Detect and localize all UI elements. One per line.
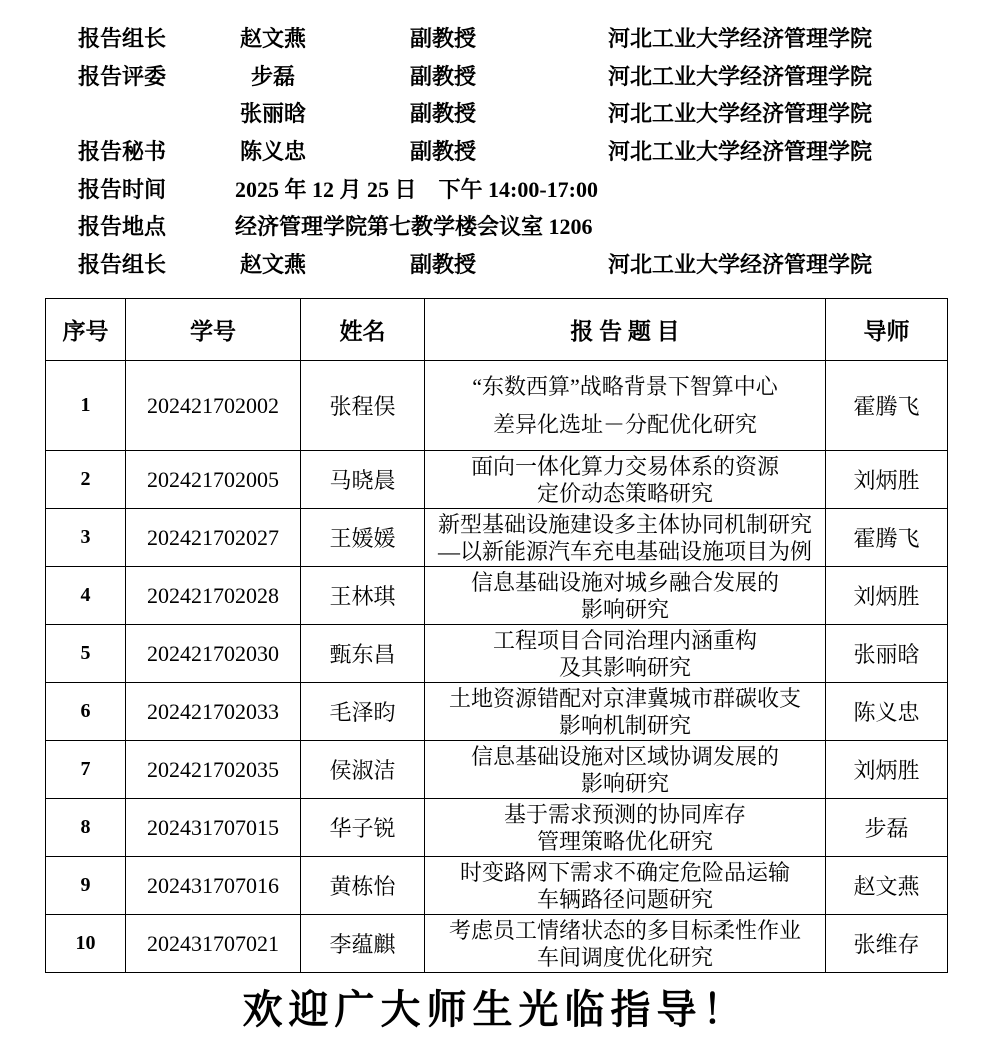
table-row	[46, 799, 948, 857]
title-line-2: 差异化选址－分配优化研究	[492, 411, 757, 437]
info-label: 报告时间	[78, 176, 167, 202]
cell-student-id: 202421702028	[126, 567, 301, 625]
welcome-banner: 欢迎广大师生光临指导！	[242, 987, 749, 1032]
cell-advisor: 刘炳胜	[826, 741, 948, 799]
table-row	[46, 567, 948, 625]
title-line-2: 及其影响研究	[558, 654, 691, 680]
cell-advisor: 步磊	[826, 799, 948, 857]
cell-name: 毛泽昀	[301, 683, 425, 741]
cell-student-id: 202421702035	[126, 741, 301, 799]
header-report-title: 报 告 题 目	[425, 299, 826, 361]
cell-student-id: 202421702030	[126, 625, 301, 683]
title-line-1: 时变路网下需求不确定危险品运输	[459, 859, 790, 885]
person-affiliation: 河北工业大学经济管理学院	[608, 139, 873, 165]
cell-name: 王媛媛	[301, 509, 425, 567]
table-header-row	[46, 299, 948, 361]
cell-student-id: 202431707015	[126, 799, 301, 857]
info-label: 报告组长	[78, 26, 167, 52]
cell-report-title	[425, 799, 826, 857]
cell-no: 5	[46, 625, 126, 683]
table-row	[46, 857, 948, 915]
cell-name: 甄东昌	[301, 625, 425, 683]
table-row	[46, 361, 948, 451]
title-line-1: 土地资源错配对京津冀城市群碳收支	[448, 685, 801, 711]
info-label: 报告秘书	[78, 139, 167, 165]
cell-student-id: 202421702002	[126, 361, 301, 451]
cell-advisor: 刘炳胜	[826, 567, 948, 625]
person-name: 赵文燕	[239, 251, 306, 277]
cell-student-id: 202421702033	[126, 683, 301, 741]
report-time-value: 2025 年 12 月 25 日 下午 14:00-17:00	[235, 176, 598, 202]
cell-no: 3	[46, 509, 126, 567]
title-line-1: 基于需求预测的协同库存	[503, 801, 746, 827]
title-line-1: 考虑员工情绪状态的多目标柔性作业	[448, 917, 801, 943]
cell-report-title	[425, 509, 826, 567]
cell-report-title	[425, 683, 826, 741]
info-block	[0, 19, 991, 282]
table-row	[46, 915, 948, 973]
person-affiliation: 河北工业大学经济管理学院	[608, 251, 873, 277]
title-line-2: 影响研究	[580, 770, 669, 796]
cell-student-id: 202421702005	[126, 451, 301, 509]
title-line-1: 信息基础设施对城乡融合发展的	[470, 569, 779, 595]
info-row-secretary	[0, 132, 991, 170]
cell-no: 10	[46, 915, 126, 973]
person-affiliation: 河北工业大学经济管理学院	[608, 101, 873, 127]
table-row	[46, 625, 948, 683]
title-line-2: 车间调度优化研究	[536, 944, 713, 970]
table-row	[46, 683, 948, 741]
person-affiliation: 河北工业大学经济管理学院	[608, 26, 873, 52]
cell-report-title	[425, 451, 826, 509]
person-title: 副教授	[410, 139, 477, 165]
info-row-place	[0, 207, 991, 245]
info-label: 报告组长	[78, 251, 167, 277]
cell-report-title	[425, 915, 826, 973]
cell-no: 4	[46, 567, 126, 625]
header-name: 姓名	[301, 299, 425, 361]
cell-advisor: 张丽晗	[826, 625, 948, 683]
cell-no: 1	[46, 361, 126, 451]
header-no: 序号	[46, 299, 126, 361]
cell-report-title	[425, 857, 826, 915]
cell-report-title	[425, 741, 826, 799]
cell-no: 8	[46, 799, 126, 857]
person-title: 副教授	[410, 63, 477, 89]
person-title: 副教授	[410, 26, 477, 52]
table-row	[46, 509, 948, 567]
title-line-2: 影响研究	[580, 596, 669, 622]
cell-advisor: 陈义忠	[826, 683, 948, 741]
title-line-1: 工程项目合同治理内涵重构	[492, 627, 757, 653]
cell-student-id: 202431707021	[126, 915, 301, 973]
cell-advisor: 霍腾飞	[826, 361, 948, 451]
person-title: 副教授	[410, 101, 477, 127]
person-title: 副教授	[410, 251, 477, 277]
info-row-judge-1	[0, 57, 991, 95]
header-student-id: 学号	[126, 299, 301, 361]
cell-name: 华子锐	[301, 799, 425, 857]
report-place-value: 经济管理学院第七教学楼会议室 1206	[235, 214, 593, 240]
cell-name: 张程俣	[301, 361, 425, 451]
title-line-1: 信息基础设施对区域协调发展的	[470, 743, 779, 769]
info-label: 报告评委	[78, 63, 167, 89]
cell-name: 马晓晨	[301, 451, 425, 509]
person-name: 张丽晗	[239, 101, 306, 127]
cell-no: 2	[46, 451, 126, 509]
header-advisor: 导师	[826, 299, 948, 361]
cell-report-title	[425, 625, 826, 683]
title-line-2: 定价动态策略研究	[536, 480, 713, 506]
cell-name: 黄栋怡	[301, 857, 425, 915]
title-line-1: 面向一体化算力交易体系的资源	[470, 453, 779, 479]
cell-report-title	[425, 567, 826, 625]
info-row-leader-2	[0, 245, 991, 283]
cell-advisor: 刘炳胜	[826, 451, 948, 509]
info-row-time	[0, 169, 991, 207]
info-row-leader	[0, 19, 991, 57]
cell-advisor: 张维存	[826, 915, 948, 973]
cell-name: 侯淑洁	[301, 741, 425, 799]
cell-name: 王林琪	[301, 567, 425, 625]
title-line-1: 新型基础设施建设多主体协同机制研究	[437, 511, 812, 537]
table-row	[46, 741, 948, 799]
schedule-table	[45, 298, 948, 973]
table-row	[46, 451, 948, 509]
title-line-2: 管理策略优化研究	[536, 828, 713, 854]
person-affiliation: 河北工业大学经济管理学院	[608, 63, 873, 89]
cell-advisor: 赵文燕	[826, 857, 948, 915]
person-name: 陈义忠	[239, 139, 306, 165]
title-line-2: —以新能源汽车充电基础设施项目为例	[437, 538, 812, 564]
cell-advisor: 霍腾飞	[826, 509, 948, 567]
cell-name: 李蕴麒	[301, 915, 425, 973]
title-line-2: 影响机制研究	[558, 712, 691, 738]
cell-no: 9	[46, 857, 126, 915]
info-label: 报告地点	[78, 214, 167, 240]
cell-student-id: 202421702027	[126, 509, 301, 567]
info-row-judge-2	[0, 94, 991, 132]
person-name: 步磊	[250, 63, 295, 89]
person-name: 赵文燕	[239, 26, 306, 52]
cell-no: 6	[46, 683, 126, 741]
title-line-1: “东数西算”战略背景下智算中心	[472, 373, 778, 399]
cell-student-id: 202431707016	[126, 857, 301, 915]
cell-no: 7	[46, 741, 126, 799]
title-line-2: 车辆路径问题研究	[536, 886, 713, 912]
cell-report-title	[425, 361, 826, 451]
